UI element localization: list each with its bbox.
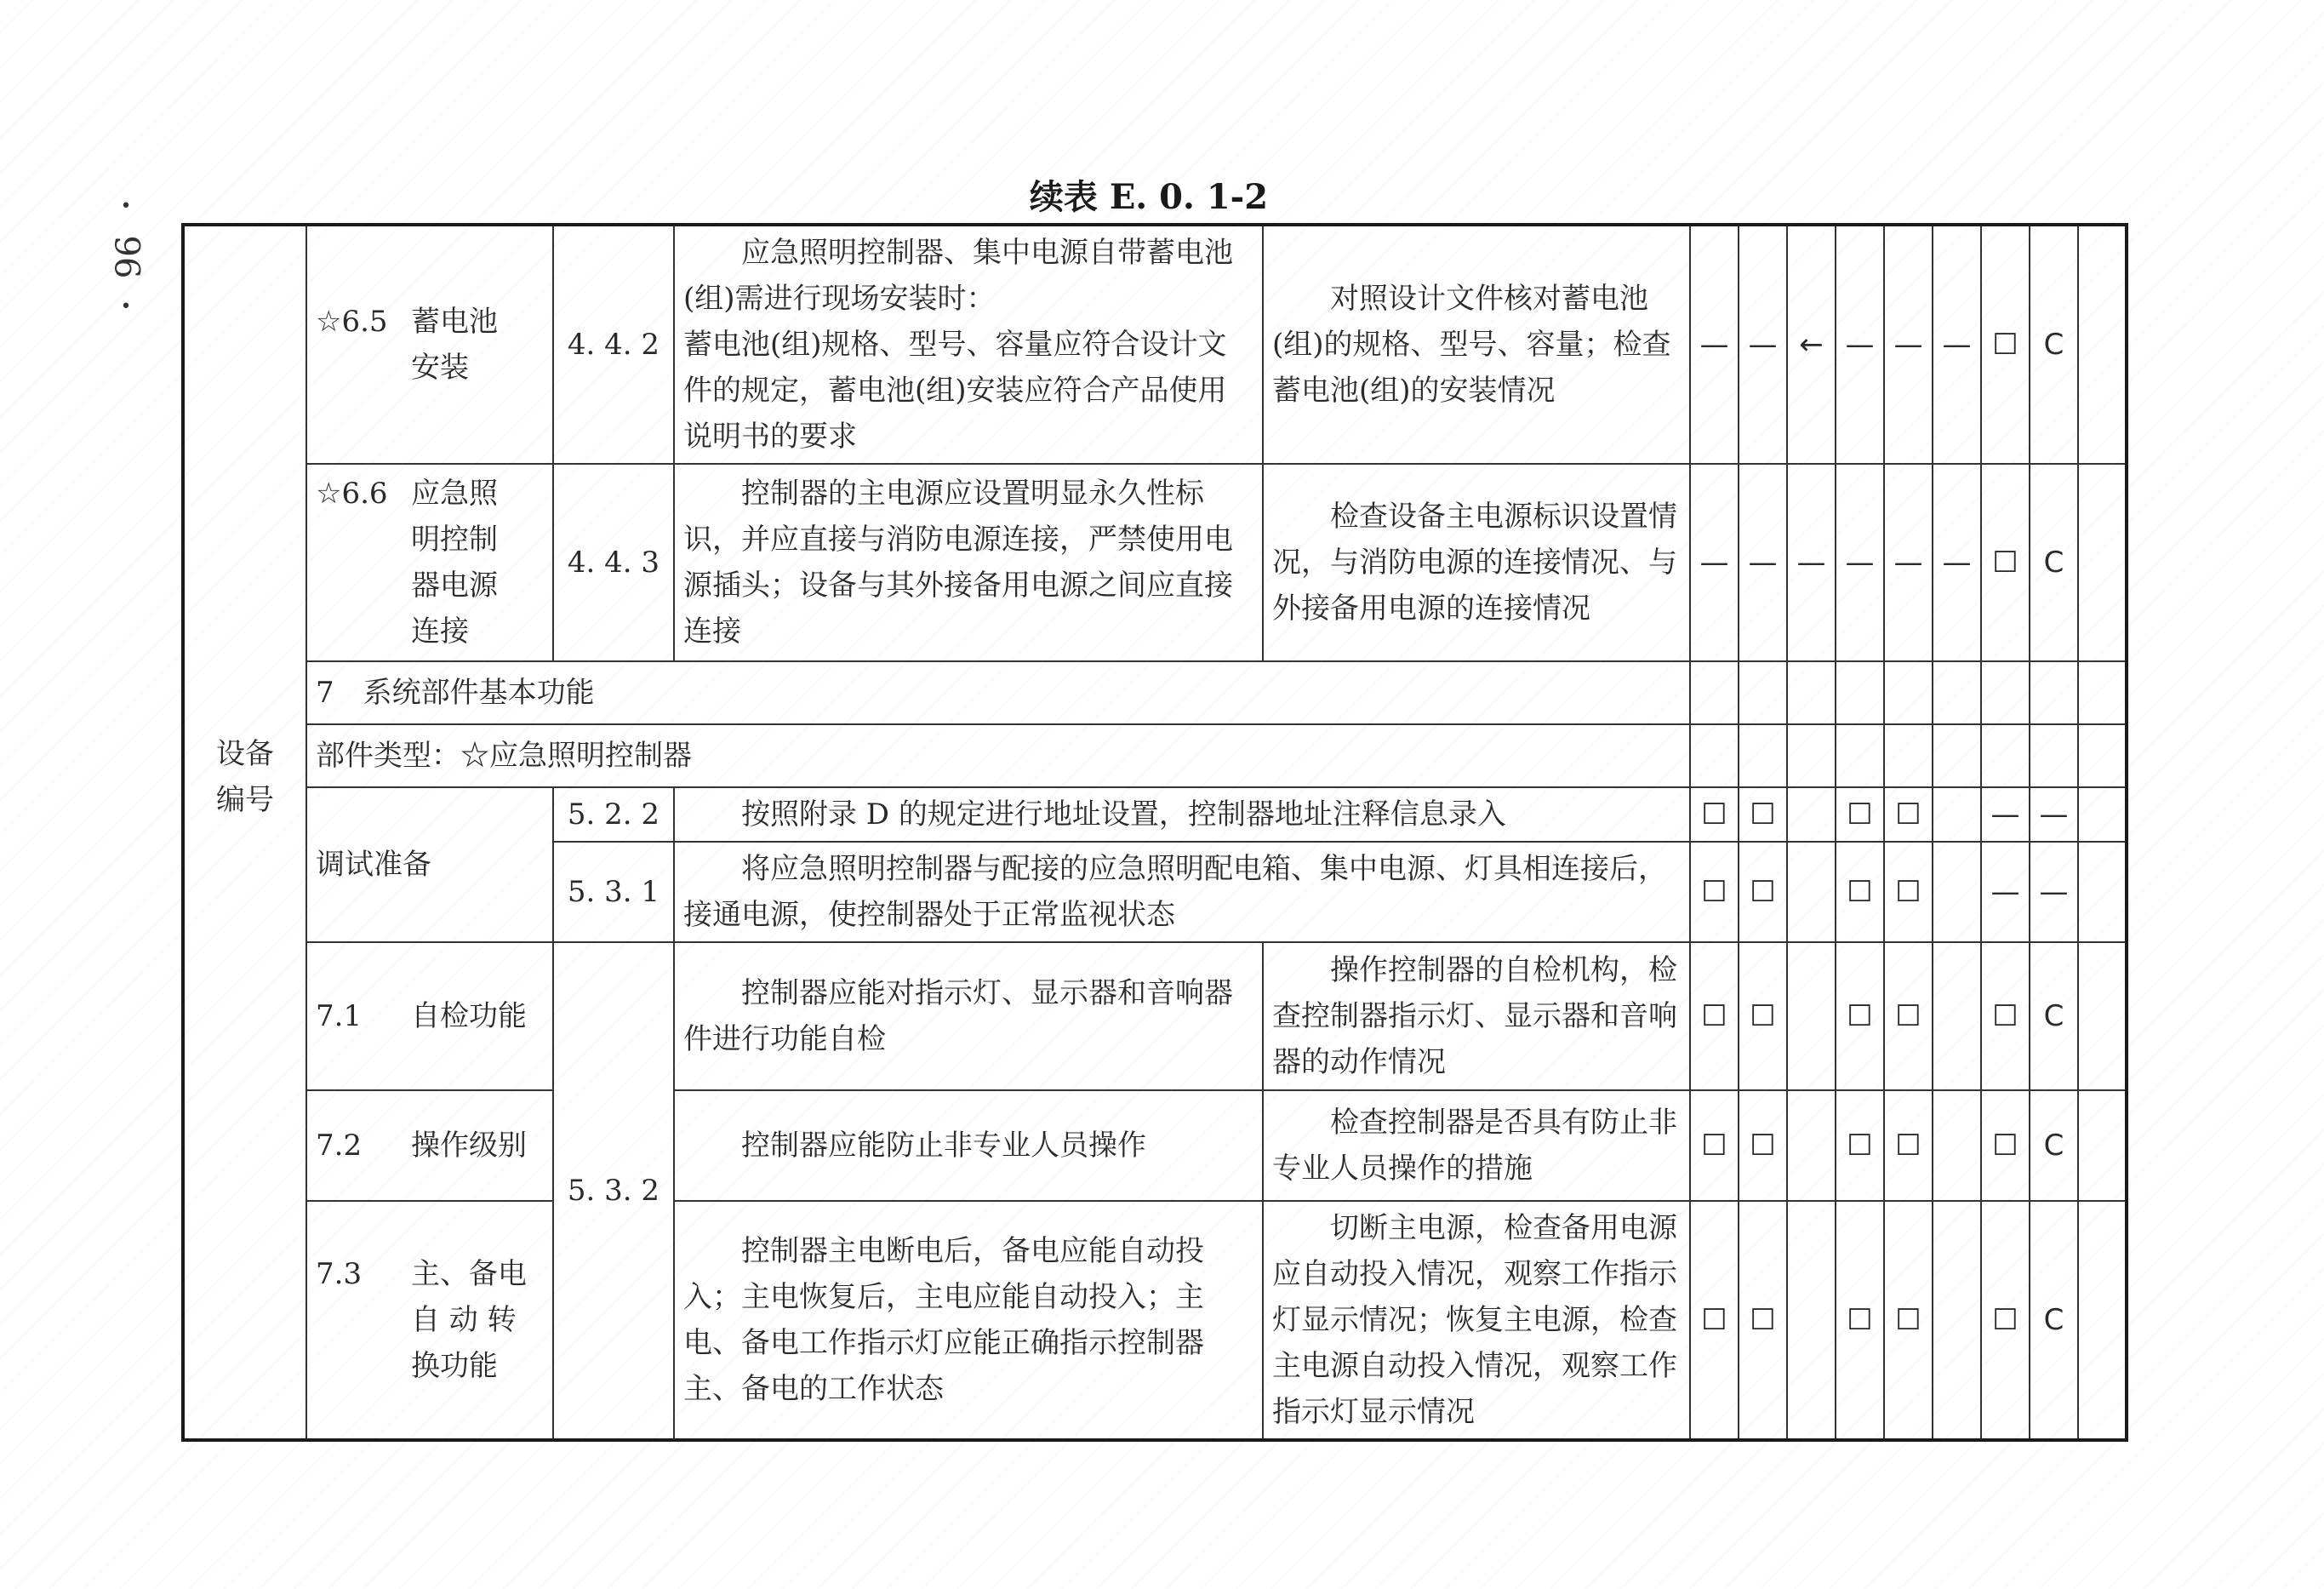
table-row [183,1201,2127,1440]
check-cell: ☐ [1739,942,1787,1090]
check-cell: — [1690,464,1739,661]
check-cell [1933,842,1981,942]
requirement-cell: 应急照明控制器、集中电源自带蓄电池(组)需进行现场安装时： 蓄电池(组)规格、型号、容量应符合设计文件的规定，蓄电池(组)安装应符合产品使用说明书的要求 [674,225,1263,464]
clause-cell: 5. 3. 2 [553,942,674,1440]
check-cell [1884,661,1933,724]
check-cell [1787,661,1836,724]
inspection-table-container [181,223,2128,1442]
method-cell: 对照设计文件核对蓄电池(组)的规格、型号、容量；检查蓄电池(组)的安装情况 [1263,225,1690,464]
check-cell: ☐ [1690,1201,1739,1440]
check-cell [1933,787,1981,842]
check-cell [1787,787,1836,842]
check-cell [1933,724,1981,787]
section-heading: 7 系统部件基本功能 [306,661,1690,724]
item-name: 应急照 明控制 器电源 连接 [411,477,498,649]
requirement-cell: 控制器应能防止非专业人员操作 [674,1090,1263,1201]
check-cell: — [1933,464,1981,661]
check-cell [2078,661,2127,724]
group-label-cell [183,225,306,724]
requirement-cell: 控制器的主电源应设置明显永久性标识，并应直接与消防电源连接，严禁使用电源插头；设备与其外接备用电源之间应直接连接 [674,464,1263,661]
check-cell: — [2030,842,2078,942]
check-cell: ☐ [1836,1201,1884,1440]
check-cell [2078,1201,2127,1440]
check-cell [1787,724,1836,787]
item-number: ☆6.5 [316,305,388,339]
check-cell: — [1739,225,1787,464]
check-cell [1739,661,1787,724]
item-cell [306,225,553,464]
clause-cell: 5. 3. 1 [553,842,674,942]
item-name: 蓄电池 安装 [411,305,498,385]
grade-cell: C [2030,225,2078,464]
check-cell: ☐ [1836,842,1884,942]
item-name: 调试准备 [306,787,553,942]
item-cell [306,1201,553,1440]
check-cell: ☐ [1884,1090,1933,1201]
check-cell: ☐ [1884,787,1933,842]
check-cell [2030,661,2078,724]
check-cell: ☐ [1981,1201,2030,1440]
item-number: ☆6.6 [316,477,388,511]
check-cell [1787,942,1836,1090]
check-cell [2078,464,2127,661]
item-cell [306,942,553,1090]
check-cell: — [1981,787,2030,842]
table-row [183,787,2127,842]
method-cell: 检查控制器是否具有防止非专业人员操作的措施 [1263,1090,1690,1201]
check-cell: — [1884,225,1933,464]
check-cell: ☐ [1739,1090,1787,1201]
check-cell [1836,661,1884,724]
check-cell [2078,842,2127,942]
check-cell [1690,661,1739,724]
check-cell [1884,724,1933,787]
table-row [183,942,2127,1090]
check-cell [1933,1090,1981,1201]
requirement-cell: 控制器应能对指示灯、显示器和音响器件进行功能自检 [674,942,1263,1090]
grade-cell: C [2030,942,2078,1090]
check-cell: ☐ [1690,842,1739,942]
check-cell [2078,1090,2127,1201]
grade-cell: C [2030,464,2078,661]
check-cell: ☐ [1836,787,1884,842]
check-cell [1739,724,1787,787]
check-cell [1787,842,1836,942]
check-cell: ☐ [1981,1090,2030,1201]
table-title: 续表 E. 0. 1-2 [1029,177,1269,217]
check-cell: — [1836,225,1884,464]
check-cell: ☐ [1690,942,1739,1090]
check-cell: ← [1787,225,1836,464]
check-cell: — [1787,464,1836,661]
check-cell: ☐ [1690,787,1739,842]
check-cell [1690,724,1739,787]
check-cell: ☐ [1981,942,2030,1090]
item-number: 7.1 [316,999,363,1033]
item-cell [306,464,553,661]
check-cell [1933,661,1981,724]
check-cell [1787,1201,1836,1440]
item-number: 7.3 [316,1257,363,1291]
check-cell: — [1739,464,1787,661]
check-cell: ☐ [1981,225,2030,464]
check-cell: — [1690,225,1739,464]
check-cell: — [2030,787,2078,842]
check-cell: ☐ [1884,942,1933,1090]
check-cell: ☐ [1884,842,1933,942]
clause-cell: 4. 4. 3 [553,464,674,661]
check-cell: ☐ [1836,942,1884,1090]
page-number: • 96 • [106,196,146,317]
method-cell: 检查设备主电源标识设置情况，与消防电源的连接情况、与外接备用电源的连接情况 [1263,464,1690,661]
clause-cell: 4. 4. 2 [553,225,674,464]
check-cell [1981,661,2030,724]
method-cell: 操作控制器的自检机构，检查控制器指示灯、显示器和音响器的动作情况 [1263,942,1690,1090]
check-cell [1933,1201,1981,1440]
check-cell: ☐ [1739,787,1787,842]
group-label-cell [183,942,306,1440]
table-row [183,225,2127,464]
check-cell [2078,942,2127,1090]
check-cell: ☐ [1739,842,1787,942]
group-label: 设备 编号 [183,724,306,942]
item-cell [306,1090,553,1201]
component-type-heading: 部件类型：☆应急照明控制器 [306,724,1690,787]
check-cell [2078,225,2127,464]
check-cell: — [1933,225,1981,464]
inspection-table [181,223,2128,1442]
item-name: 主、备电 自 动 转 换功能 [411,1257,527,1383]
check-cell [2078,787,2127,842]
check-cell: — [1836,464,1884,661]
check-cell [1787,1090,1836,1201]
item-name: 自检功能 [411,999,527,1033]
grade-cell: C [2030,1201,2078,1440]
section-row [183,724,2127,787]
method-cell: 切断主电源，检查备用电源应自动投入情况，观察工作指示灯显示情况；恢复主电源，检查主电源自动投入情况，观察工作指示灯显示情况 [1263,1201,1690,1440]
grade-cell: C [2030,1090,2078,1201]
section-row [183,661,2127,724]
requirement-cell: 按照附录 D 的规定进行地址设置，控制器地址注释信息录入 [674,787,1690,842]
check-cell: ☐ [1739,1201,1787,1440]
clause-cell: 5. 2. 2 [553,787,674,842]
check-cell [1933,942,1981,1090]
item-number: 7.2 [316,1129,363,1163]
check-cell [1981,724,2030,787]
requirement-cell: 控制器主电断电后，备电应能自动投入；主电恢复后，主电应能自动投入；主电、备电工作指示灯应能正确指示控制器主、备电的工作状态 [674,1201,1263,1440]
check-cell [2078,724,2127,787]
table-row [183,464,2127,661]
check-cell [2030,724,2078,787]
check-cell: ☐ [1884,1201,1933,1440]
requirement-cell: 将应急照明控制器与配接的应急照明配电箱、集中电源、灯具相连接后，接通电源，使控制器处于正常监视状态 [674,842,1690,942]
check-cell: ☐ [1981,464,2030,661]
table-row [183,1090,2127,1201]
check-cell: ☐ [1690,1090,1739,1201]
check-cell: ☐ [1836,1090,1884,1201]
check-cell [1836,724,1884,787]
check-cell: — [1884,464,1933,661]
check-cell: — [1981,842,2030,942]
item-name: 操作级别 [411,1129,527,1163]
